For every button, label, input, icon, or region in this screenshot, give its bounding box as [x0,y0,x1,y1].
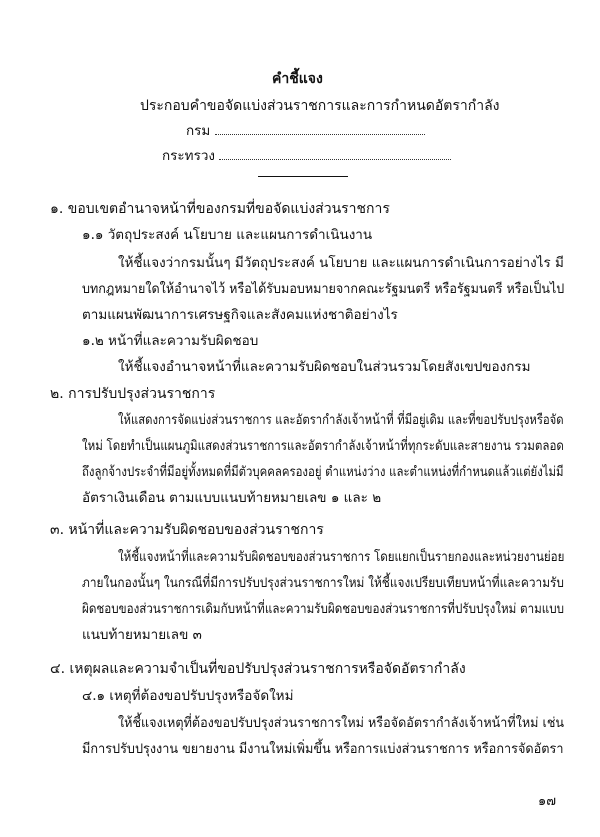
section-2-text-line-2: ใหม่ โดยทำเป็นแผนภูมิแสดงส่วนราชการและอัตรากำลังเจ้าหน้าที่ทุกระดับและสายงาน รวมตลอด [82,438,564,454]
section-4-1-heading: ๔.๑ เหตุที่ต้องขอปรับปรุงหรือจัดใหม่ [82,688,294,704]
department-blank [215,122,425,135]
section-1-2-text-line-1: ให้ชี้แจงอำนาจหน้าที่และความรับผิดชอบในส่วนรวมโดยสังเขปของกรม [118,359,531,375]
section-4-1-text-line-2: มีการปรับปรุงงาน ขยายงาน มีงานใหม่เพิ่มขึ้น หรือการแบ่งส่วนราชการ หรือการจัดอัตรา [82,741,564,757]
section-2-text-line-4: อัตราเงินเดือน ตามแบบแนบท้ายหมายเลข ๑ และ ๒ [82,490,382,506]
section-1-1-heading: ๑.๑ วัตถุประสงค์ นโยบาย และแผนการดำเนินงาน [82,227,373,243]
section-4-heading: ๔. เหตุผลและความจำเป็นที่ขอปรับปรุงส่วนราชการหรือจัดอัตรากำลัง [50,661,466,677]
page-number: ๑๗ [537,794,556,809]
section-1-1-text-line-3: ตามแผนพัฒนาการเศรษฐกิจและสังคมแห่งชาติอย่างไร [82,307,398,323]
section-2-text-line-3: ถึงลูกจ้างประจำที่มีอยู่ทั้งหมดที่มีตัวบุคคลครองอยู่ ตำแหน่งว่าง และตำแหน่งที่กำหนดแล้วแต่ยังไม่มี [82,464,564,480]
document-title: คำชี้แจง [272,71,323,87]
header-divider [258,176,348,177]
section-3-text-line-4: แนบท้ายหมายเลข ๓ [82,627,202,643]
department-field [186,122,425,140]
section-1-1-text-line-2: บทกฎหมายใดให้อำนาจไว้ หรือได้รับมอบหมายจากคณะรัฐมนตรี หรือรัฐมนตรี หรือเป็นไป [82,281,565,297]
section-4-1-text-line-1: ให้ชี้แจงเหตุที่ต้องขอปรับปรุงส่วนราชการใหม่ หรือจัดอัตรากำลังเจ้าหน้าที่ใหม่ เช่น [118,715,565,731]
ministry-label: กระทรวง [162,148,215,164]
section-3-text-line-1: ให้ชี้แจงหน้าที่และความรับผิดชอบของส่วนราชการ โดยแยกเป็นรายกองและหน่วยงานย่อย [118,549,565,565]
document-subtitle: ประกอบคำขอจัดแบ่งส่วนราชการและการกำหนดอัตรากำลัง [140,98,500,114]
section-3-heading: ๓. หน้าที่และความรับผิดชอบของส่วนราชการ [50,522,324,538]
section-2-text-line-1: ให้แสดงการจัดแบ่งส่วนราชการ และอัตรากำลังเจ้าหน้าที่ ที่มีอยู่เดิม และที่ขอปรับปรุงหรือจัด [118,412,564,428]
section-1-heading: ๑. ขอบเขตอำนาจหน้าที่ของกรมที่ขอจัดแบ่งส่วนราชการ [50,201,390,217]
ministry-blank [219,147,451,160]
section-2-heading: ๒. การปรับปรุงส่วนราชการ [50,386,216,402]
ministry-field [162,147,451,165]
section-1-1-text-line-1: ให้ชี้แจงว่ากรมนั้นๆ มีวัตถุประสงค์ นโยบาย และแผนการดำเนินการอย่างไร มี [118,255,564,271]
section-1-2-heading: ๑.๒ หน้าที่และความรับผิดชอบ [82,333,259,349]
department-label: กรม [186,123,211,139]
section-3-text-line-3: ผิดชอบของส่วนราชการเดิมกับหน้าที่และความรับผิดชอบของส่วนราชการที่ปรับปรุงใหม่ ตามแบบ [82,601,565,617]
section-3-text-line-2: ภายในกองนั้นๆ ในกรณีที่มีการปรับปรุงส่วนราชการใหม่ ให้ชี้แจงเปรียบเทียบหน้าที่และความรับ [82,575,564,591]
